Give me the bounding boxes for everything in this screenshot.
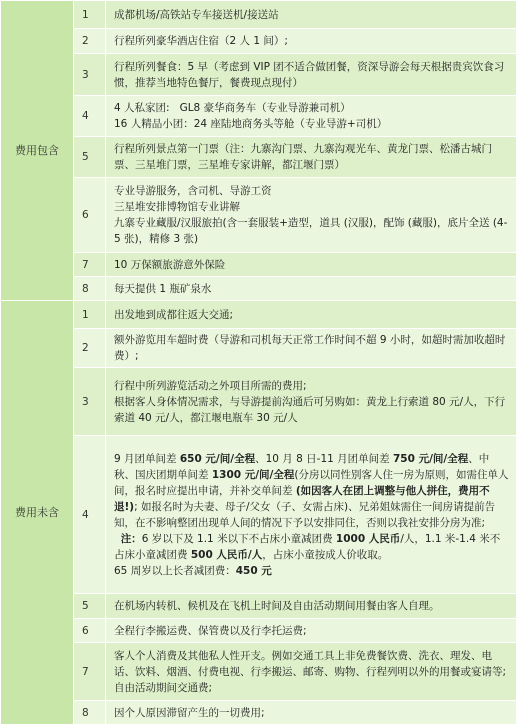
bold-text: 450 元 [236,565,272,577]
content-line [114,451,510,531]
content-line [114,648,510,696]
text: 、中秋、国庆团期单间差 [114,453,489,481]
content-line [114,59,510,91]
row-number: 6 [74,619,106,643]
content-line [114,33,510,49]
content-line [114,7,510,23]
row-number: 3 [74,368,106,436]
text: 九寨专业藏服/汉服旅拍(含一套服装+造型，道具 (汉服)，配饰 (藏服)，底片全送 (4-5 张)，精修 3 张) [114,217,507,245]
text: 出发地到成都往返大交通; [114,309,233,321]
table-row [1,301,516,329]
row-number: 8 [74,277,106,301]
text: 16 人精品小团：24 座陆地商务头等舱（专业导游+司机） [114,118,387,130]
row-content [106,54,516,96]
table-row [1,1,516,29]
content-line [114,705,510,721]
content-line [114,257,510,273]
table-row [1,96,516,137]
content-line [114,199,510,215]
row-content [106,1,516,29]
table-row [1,643,516,701]
row-number: 6 [74,178,106,253]
bold-text: 1300 元/间/全程 [212,469,295,481]
text: 在机场内转机、候机及在飞机上时间及自由活动期间用餐由客人自理。 [114,600,440,612]
row-content [106,178,516,253]
table-row [1,436,516,594]
row-content [106,29,516,54]
table-row [1,594,516,619]
section-label: 费用包含 [1,1,74,301]
text: 因个人原因滞留产生的一切费用; [114,707,265,719]
content-line [114,394,510,426]
row-content [106,301,516,329]
table-row [1,29,516,54]
row-content [106,643,516,701]
row-number: 2 [74,29,106,54]
table-row [1,701,516,725]
content-line [114,307,510,323]
bold-text: 500 人民币/人 [191,549,262,561]
row-number: 3 [74,54,106,96]
text: 行程所列景点第一门票（注：九寨沟门票、九寨沟观光车、黄龙门票、松潘古城门票、三星堆门票，三星堆专家讲解，都江堰门票） [114,143,492,171]
table-row [1,329,516,368]
text: /人，1.1 米-1.4 米不占床小童减团费 [114,533,500,561]
text: 全程行李搬运费、保管费以及行李托运费; [114,625,307,637]
row-content [106,701,516,725]
row-content [106,96,516,137]
table-row [1,277,516,301]
table-row [1,253,516,277]
text: 额外游览用车超时费（导游和司机每天正常工作时间不超 9 小时，如超时需加收超时费）; [114,334,505,362]
text: (分房以同性别客人住一房为原则，如需住单人间，报名时应提出申请，并补交单间差 [114,469,509,497]
text: 、10 月 8 日-11 月团单间差 [255,453,393,465]
row-number: 8 [74,701,106,725]
text: 4 人私家团: GL8 豪华商务车（专业导游兼司机） [114,102,351,114]
row-content [106,329,516,368]
content-line [114,332,510,364]
row-number: 7 [74,643,106,701]
content-line [114,183,510,199]
bold-text: (如因客人在团上调整与他人拼住，费用不退!) [114,485,490,513]
text: ; 如报名时为夫妻、母子/父女（子、女需占床)、兄弟姐妹需住一间房请提前告知，在不影响整团出现单人间的情况下予以安排同住，否则以我社安排分房为准; [114,501,495,529]
bold-text: 750 元/间/全程 [393,453,468,465]
row-number: 2 [74,329,106,368]
table-row [1,619,516,643]
row-number: 1 [74,301,106,329]
row-content [106,137,516,178]
bold-text: 注： [121,533,142,545]
text: 成都机场/高铁站专车接送机/接送站 [114,9,279,21]
content-line [114,141,510,173]
bold-text: 650 元/间/全程 [180,453,255,465]
text: 行程所列豪华酒店住宿（2 人 1 间）; [114,35,288,47]
content-line [114,116,510,132]
row-content [106,436,516,594]
row-number: 1 [74,1,106,29]
content-line [114,563,510,579]
content-line [114,598,510,614]
text: 根据客人身体情况需求，与导游提前沟通后可另购如：黄龙上行索道 80 元/人，下行索道 40 元/人，都江堰电瓶车 30 元/人 [114,396,505,424]
table-row [1,137,516,178]
row-number: 7 [74,253,106,277]
bold-text: 1000 人民币 [336,533,400,545]
row-number: 4 [74,96,106,137]
content-line [114,531,510,563]
content-line [114,281,510,297]
text: 行程所列餐食：5 早（考虑到 VIP 团不适合做团餐，资深导游会每天根据贵宾饮食习惯，推荐当地特色餐厅，餐费现点现付） [114,61,504,89]
text: 9 月团单间差 [114,453,180,465]
content-line [114,623,510,639]
text: 6 岁以下及 1.1 米以下不占床小童减团费 [142,533,336,545]
text: 每天提供 1 瓶矿泉水 [114,283,211,295]
text: 专业导游服务，含司机、导游工资 [114,185,272,197]
row-number: 5 [74,594,106,619]
text: ，占床小童按成人价收取。 [262,549,388,561]
row-number: 4 [74,436,106,594]
text: 行程中所列游览活动之外项目所需的费用; [114,380,307,392]
content-line [114,100,510,116]
text: 客人个人消费及其他私人性开支。例如交通工具上非免费餐饮费、洗衣、理发、电话、饮料、烟酒、付费电视、行李搬运、邮寄、购物、行程列明以外的用餐或宴请等; 自由活动期间交通费; [114,650,509,694]
row-content [106,619,516,643]
row-content [106,253,516,277]
row-content [106,368,516,436]
text: 10 万保额旅游意外保险 [114,259,225,271]
row-content [106,594,516,619]
text [114,533,121,545]
row-number: 5 [74,137,106,178]
row-content [106,277,516,301]
table-row [1,368,516,436]
content-line [114,378,510,394]
content-line [114,215,510,247]
table-row [1,54,516,96]
table-row [1,178,516,253]
section-label: 费用未含 [1,301,74,725]
text: 三星堆安排博物馆专业讲解 [114,201,240,213]
text: 65 周岁以上长者减团费： [114,565,236,577]
